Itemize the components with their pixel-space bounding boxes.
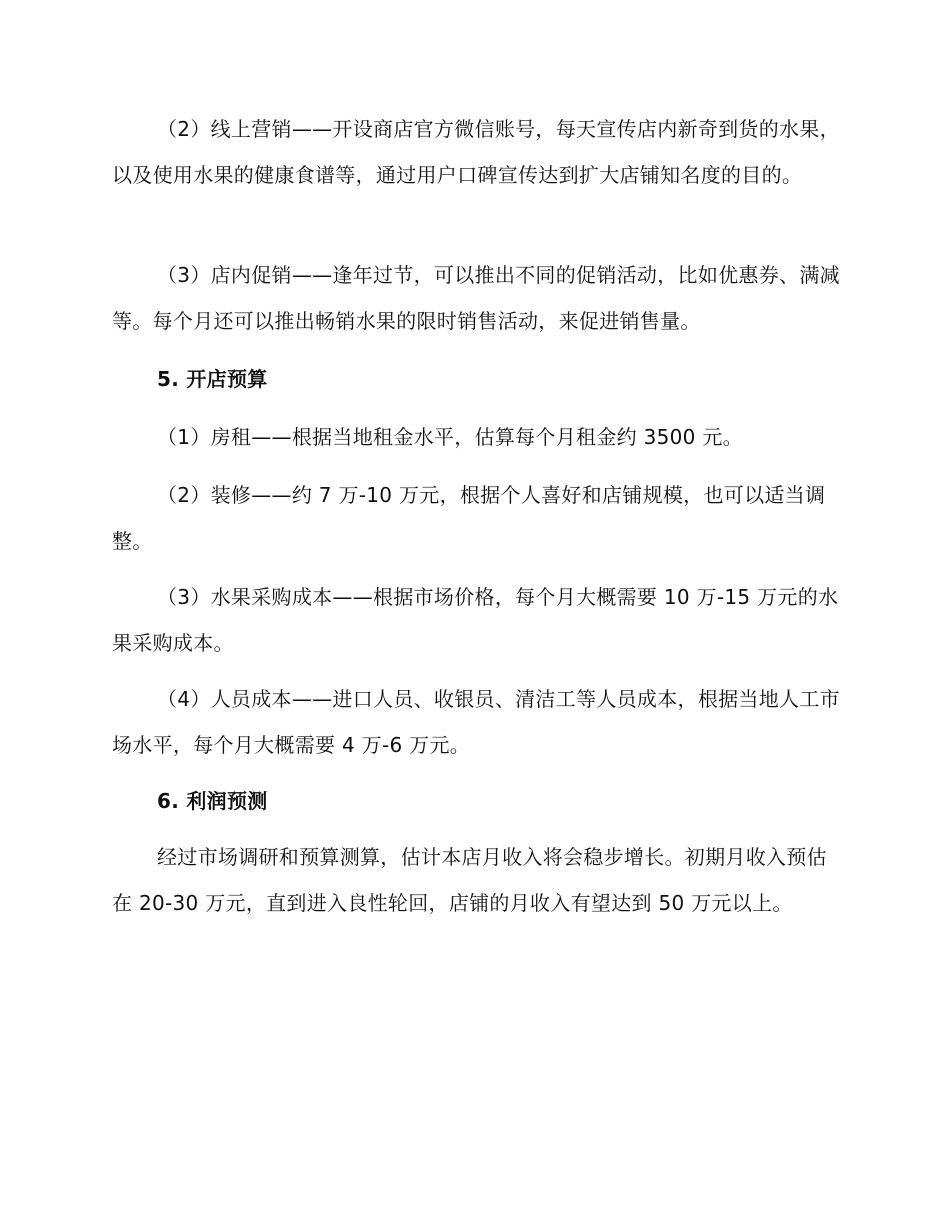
paragraph-rent: （1）房租——根据当地租金水平，估算每个月租金约 3500 元。 <box>157 425 743 449</box>
paragraph-staff-cost: （4）人员成本——进口人员、收银员、清洁工等人员成本，根据当地人工市场水平，每个月大概需要 4 万-6 万元。 <box>112 687 840 757</box>
paragraph-fruit-purchase: （3）水果采购成本——根据市场价格，每个月大概需要 10 万-15 万元的水果采购成本。 <box>112 585 839 655</box>
paragraph-online-marketing: （2）线上营销——开设商店官方微信账号，每天宣传店内新奇到货的水果，以及使用水果的健康食谱等，通过用户口碑宣传达到扩大店铺知名度的目的。 <box>112 117 840 187</box>
paragraph-profit-estimate: 经过市场调研和预算测算，估计本店月收入将会稳步增长。初期月收入预估在 20-30 万元，直到进入良性轮回，店铺的月收入有望达到 50 万元以上。 <box>112 845 827 915</box>
paragraph-in-store-promotion: （3）店内促销——逢年过节，可以推出不同的促销活动，比如优惠券、满减等。每个月还可以推出畅销水果的限时销售活动，来促进销售量。 <box>112 263 840 333</box>
heading-profit-forecast: 6. 利润预测 <box>157 789 268 813</box>
heading-opening-budget: 5. 开店预算 <box>157 367 268 391</box>
paragraph-decoration: （2）装修——约 7 万-10 万元，根据个人喜好和店铺规模，也可以适当调整。 <box>112 483 826 553</box>
